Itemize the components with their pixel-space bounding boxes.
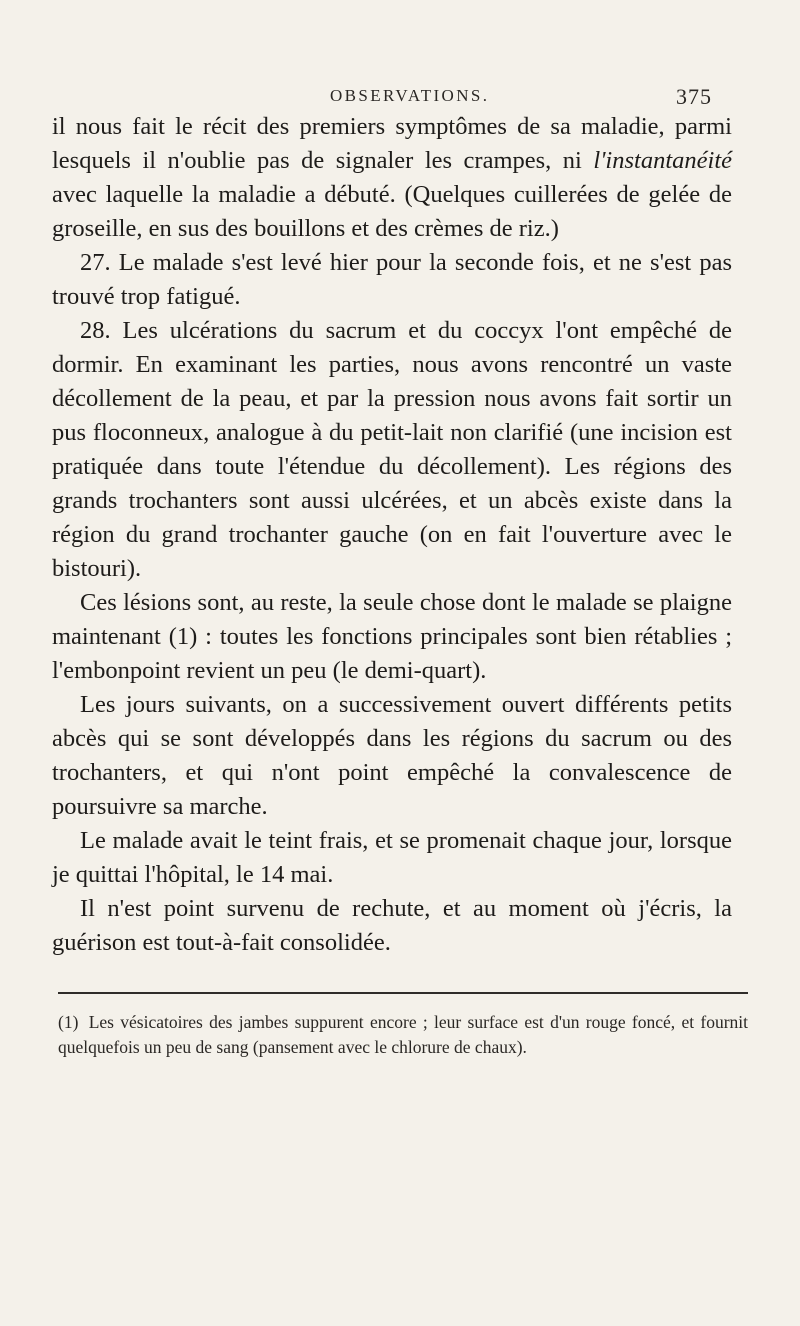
paragraph-1-text: il nous fait le récit des premiers symptômes de sa maladie, parmi lesquels il n'oublie pas de signaler les crampes, ni (52, 113, 732, 174)
paragraph-4 (52, 586, 732, 688)
paragraph-4-text-a: Ces lésions sont, au reste, la seule chose dont le malade se plaigne maintenant (52, 589, 732, 650)
paragraph-2: 27. Le malade s'est levé hier pour la seconde fois, et ne s'est pas trouvé trop fatigué. (52, 249, 732, 310)
footnote (58, 1010, 748, 1060)
paragraph-1 (52, 110, 732, 246)
paragraph-5: Les jours suivants, on a successivement ouvert différents petits abcès qui se sont développés dans les régions du sacrum ou des trochanters, et qui n'ont point empêché la convalescence de poursuivre sa marche. (52, 691, 732, 820)
italic-term: l'instantanéité (593, 147, 733, 174)
paragraph-4-text-b: : toutes les fonctions principales sont bien rétablies ; l'embonpoint revient un peu (le demi-quart). (52, 623, 733, 684)
paragraph-3: 28. Les ulcérations du sacrum et du coccyx l'ont empêché de dormir. En examinant les parties, nous avons rencontré un vaste décollement de la peau, et par la pression nous avons fait sortir un pus floconneux, analogue à du petit-lait non clarifié (une incision est pratiquée dans toute l'étendue du décollement). Les régions des grands trochanters sont aussi ulcérées, et un abcès existe dans la région du grand trochanter gauche (on en fait l'ouverture avec le bistouri). (52, 317, 732, 582)
paragraph-1-rest: avec laquelle la maladie a débuté. (Quelques cuillerées de gelée de groseille, en sus des bouillons et des crèmes de riz.) (52, 181, 732, 242)
paragraph-7: Il n'est point survenu de rechute, et au moment où j'écris, la guérison est tout-à-fait consolidée. (52, 895, 732, 956)
footnote-reference: (1) (168, 623, 198, 650)
footnote-marker: (1) (58, 1012, 79, 1032)
paragraph-6: Le malade avait le teint frais, et se promenait chaque jour, lorsque je quittai l'hôpital, le 14 mai. (52, 827, 732, 888)
footnote-text: Les vésicatoires des jambes suppurent encore ; leur surface est d'un rouge foncé, et fournit quelquefois un peu de sang (pansement avec le chlorure de chaux). (58, 1012, 749, 1057)
body-text (52, 110, 732, 960)
page-number: 375 (676, 84, 712, 109)
footnote-rule (58, 992, 748, 994)
running-title: OBSERVATIONS. (330, 86, 490, 105)
